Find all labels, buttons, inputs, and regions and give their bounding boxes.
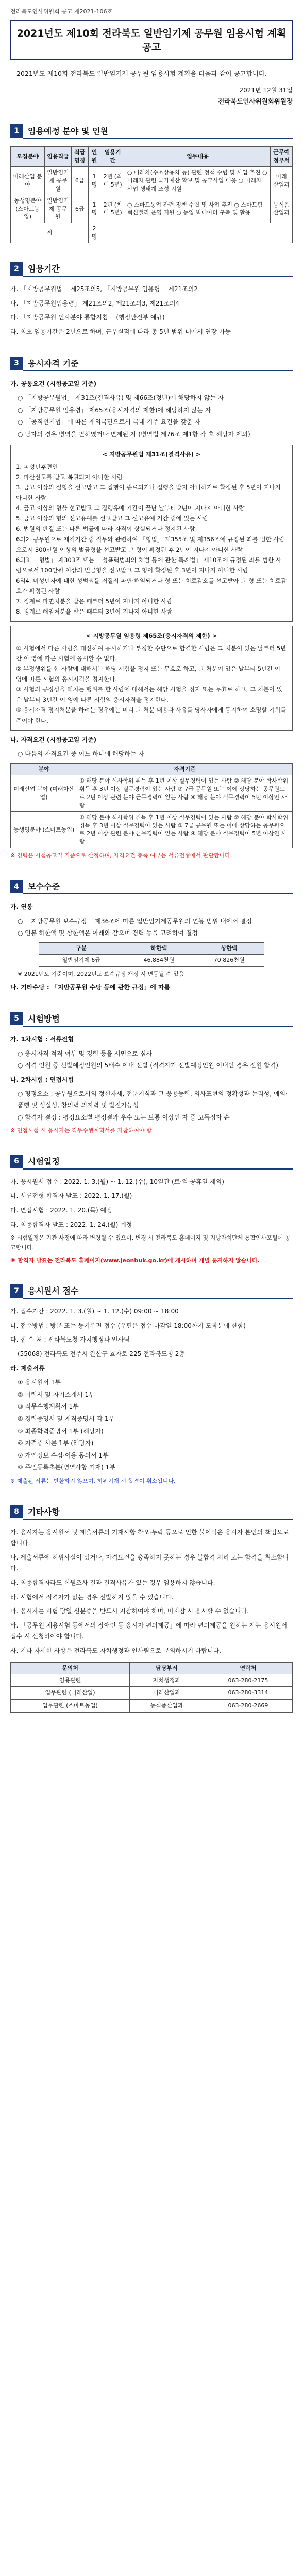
total-label: 계 <box>11 223 89 243</box>
disqualification-box <box>10 445 293 622</box>
col-header: 직급명칭 <box>71 146 88 166</box>
table-header-row <box>39 942 264 954</box>
section-1-heading <box>10 123 293 139</box>
table-cell: 업무관련 (미래산업) <box>11 1687 130 1700</box>
document-title: 2021년도 제10회 전라북도 일반임기제 공무원 임용시험 계획 공고 <box>10 20 293 60</box>
issuing-organization: 전라북도인사위원회위원장 <box>218 97 293 105</box>
section-number: 1 <box>10 124 23 138</box>
table-row <box>11 811 293 848</box>
table-row <box>11 195 293 223</box>
section-4-heading <box>10 878 293 894</box>
section-title: 응시자격 기준 <box>23 355 293 371</box>
section-number: 3 <box>10 357 23 370</box>
other-item: 바. 「공무원 채용시험 등에서의 장애인 등 응시자 편의제공」에 따라 편의제공을 원하는 자는 응시원서 접수 시 신청하여야 합니다. <box>10 1621 288 1640</box>
table-row <box>11 1700 293 1713</box>
section-number: 6 <box>10 1155 23 1168</box>
requirements-table <box>10 763 293 848</box>
section-3-heading <box>10 355 293 371</box>
table-header-row <box>11 1662 293 1674</box>
schedule-item: 다. 면접시험 : 2022. 1. 20.(목) 예정 <box>10 1207 112 1214</box>
table-cell: 자치행정과 <box>129 1674 204 1687</box>
section-7-heading <box>10 1283 293 1299</box>
table-header-row <box>11 763 293 775</box>
list-item: 2. 파산선고를 받고 복권되지 아니한 사람 <box>16 473 123 481</box>
table-cell: ○ 미래차(수소상용차 등) 관련 정책 수립 및 사업 추진 ○ 미래차 관련 국가예산 확보 및 공모사업 대응 ○ 미래차 산업 생태계 조성 지원 <box>125 166 270 195</box>
section-2-heading <box>10 261 293 277</box>
table-cell: 063-280-2669 <box>204 1700 292 1713</box>
col-header: 연락처 <box>204 1662 292 1674</box>
list-item: ○ 연봉 하한액 및 상한액은 아래와 같으며 경력 등을 고려하여 결정 <box>18 929 198 937</box>
list-item: 5. 금고 이상의 형의 선고유예를 선고받고 그 선고유예 기간 중에 있는 사람 <box>16 515 209 522</box>
schedule-item: 가. 응시원서 접수 : 2022. 1. 3.(월) ~ 1. 12.(수), 10일간 (토·일·공휴일 제외) <box>10 1178 224 1185</box>
list-item: 6의4. 미성년자에 대한 성범죄를 저질러 파면·해임되거나 형 또는 치료감호를 선고받아 그 형 또는 치료감호가 확정된 사람 <box>16 577 287 595</box>
list-item: ① 시험에서 다른 사람을 대신하여 응시하거나 부정한 수단으로 합격한 사람은 그 처분이 있은 날부터 5년간 이 영에 따른 시험에 응시할 수 없다. <box>16 644 287 662</box>
note-text: ※ 면접시험 시 응시자는 직무수행계획서를 지참하여야 함 <box>10 1127 152 1134</box>
table-cell: 일반임기제 공무원 <box>45 195 72 223</box>
contact-table <box>10 1662 293 1713</box>
list-item: 6. 법원의 판결 또는 다른 법률에 따라 자격이 상실되거나 정지된 사람 <box>16 525 195 533</box>
announcement-date: 2021년 12월 31일 <box>239 86 293 94</box>
table-row <box>11 1674 293 1687</box>
application-item: 라. 제출서류 <box>10 1364 45 1372</box>
paragraph: 라. 최초 임용기간은 2년으로 하며, 근무실적에 따라 총 5년 범위 내에서 연장 가능 <box>10 328 231 336</box>
document-item: ② 이력서 및 자기소개서 1부 <box>18 1391 95 1398</box>
application-address: (55068) 전라북도 전주시 완산구 효자로 225 전라북도청 2층 <box>18 1350 186 1358</box>
list-item: ② 부정행위를 한 사람에 대해서는 해당 시험을 정지 또는 무효로 하고, 그 처분이 있은 날부터 5년간 이 영에 따른 시험의 응시자격을 정지한다. <box>16 665 281 683</box>
table-header-row <box>11 146 293 166</box>
col-header: 구분 <box>39 942 124 954</box>
highlight-note: ※ 합격자 발표는 전라북도 홈페이지(www.jeonbuk.go.kr)에 게시하며 개별 통지하지 않습니다. <box>10 1257 260 1264</box>
table-cell: 미래산업과 <box>129 1687 204 1700</box>
list-item: 8. 징계로 해임처분을 받은 때부터 3년이 지나지 아니한 사람 <box>16 608 173 616</box>
table-cell: 6급 <box>71 195 88 223</box>
col-header: 문의처 <box>11 1662 130 1674</box>
application-item: 다. 접 수 처 : 전라북도청 자치행정과 인사팀 <box>10 1336 130 1344</box>
table-cell: 일반임기제 6급 <box>39 954 124 966</box>
subheading: 나. 기타수당 : 「지방공무원 수당 등에 관한 규정」에 따름 <box>10 984 171 991</box>
subheading: 가. 연봉 <box>10 903 33 911</box>
col-header: 자격기준 <box>77 763 293 775</box>
col-header: 모집분야 <box>11 146 45 166</box>
document-item: ⑥ 자격증 사본 1부 (해당자) <box>18 1439 94 1447</box>
table-cell: 2년 (최대 5년) <box>100 166 125 195</box>
table-cell: 70,826천원 <box>194 954 264 966</box>
list-item: ○ 「공직선거법」에 따른 재외국민으로서 국내 거주 요건을 갖춘 자 <box>18 418 200 426</box>
paragraph: 가. 「지방공무원법」 제25조의5, 「지방공무원 임용령」 제21조의2 <box>10 285 198 293</box>
table-cell: 미래산업 분야 <box>11 166 45 195</box>
table-cell: ① 해당 분야 석사학위 취득 후 1년 이상 실무경력이 있는 사람 ② 해당 분야 학사학위 취득 후 3년 이상 실무경력이 있는 사람 ③ 7급 공무원 또는 이에 상당하는 공무원으로 2년 이상 관련 분야 근무경력이 있는 사람 ④ 해당 분야 실무경력이 5년 이상인 사람 <box>77 811 293 848</box>
table-cell-empty <box>100 223 293 243</box>
list-item: 1. 피성년후견인 <box>16 463 58 470</box>
section-number: 4 <box>10 880 23 893</box>
list-item: ○ 「지방공무원 보수규정」 제36조에 따른 일반임기제공무원의 연봉 범위 내에서 결정 <box>18 917 252 925</box>
list-item: ③ 시험의 공정성을 해치는 행위를 한 사람에 대해서는 해당 시험을 정지 또는 무효로 하고, 그 처분이 있은 날부터 3년간 이 영에 따른 시험의 응시자격을 정지한다. <box>16 686 282 704</box>
table-cell: 1명 <box>88 166 100 195</box>
list-item: ○ 다음의 자격요건 중 어느 하나에 해당하는 자 <box>18 750 144 758</box>
application-item: 가. 접수기간 : 2022. 1. 3.(월) ~ 1. 12.(수) 09:00 ~ 18:00 <box>10 1308 179 1315</box>
document-item: ⑦ 개인정보 수집·이용 동의서 1부 <box>18 1451 109 1459</box>
col-header: 상한액 <box>194 942 264 954</box>
document-item: ⑤ 최종학력증명서 1부 (해당자) <box>18 1427 104 1435</box>
table-row <box>11 775 293 811</box>
pay-table <box>39 942 264 967</box>
document-item: ④ 경력증명서 및 재직증명서 각 1부 <box>18 1415 115 1422</box>
other-item: 사. 기타 자세한 사항은 전라북도 자치행정과 인사팀으로 문의하시기 바랍니다. <box>10 1647 222 1654</box>
note-text: ※ 경력은 시험공고일 기준으로 산정하며, 자격요건 충족 여부는 서류전형에서 판단합니다. <box>10 852 232 859</box>
list-item: 4. 금고 이상의 형을 선고받고 그 집행유예 기간이 끝난 날부터 2년이 지나지 아니한 사람 <box>16 504 245 512</box>
table-cell: ① 해당 분야 석사학위 취득 후 1년 이상 실무경력이 있는 사람 ② 해당 분야 학사학위 취득 후 3년 이상 실무경력이 있는 사람 ③ 7급 공무원 또는 이에 상당하는 공무원으로 2년 이상 관련 분야 근무경력이 있는 사람 ④ 해당 분야 실무경력이 5년 이상인 사람 <box>77 775 293 811</box>
table-cell: 2년 (최대 5년) <box>100 195 125 223</box>
list-item: ○ 남자의 경우 병역을 필하였거나 면제된 자 (병역법 제76조 제1항 각 호 해당자 제외) <box>18 431 250 438</box>
table-cell: 063-280-2175 <box>204 1674 292 1687</box>
section-title: 임용기간 <box>23 261 293 277</box>
subheading: 가. 공통요건 (시험공고일 기준) <box>10 380 97 387</box>
intro-text: 2021년도 제10회 전라북도 일반임기제 공무원 임용시험 계획을 다음과 같이 공고합니다. <box>16 70 267 77</box>
section-title: 시험방법 <box>23 1011 293 1027</box>
list-item: 6의3. 「형법」 제303조 또는 「성폭력범죄의 처벌 등에 관한 특례법」 제10조에 규정된 죄를 범한 사람으로서 100만원 이상의 벌금형을 선고받고 그 형이 확정된 후 3년이 지나지 아니한 사람 <box>16 556 281 574</box>
table-total-row <box>11 223 293 243</box>
other-item: 라. 시험에서 적격자가 없는 경우 선발하지 않을 수 있습니다. <box>10 1593 174 1601</box>
list-item: ○ 「지방공무원 임용령」 제65조(응시자격의 제한)에 해당하지 않는 자 <box>18 406 211 414</box>
col-header: 근무예정부서 <box>271 146 293 166</box>
table-cell: 농식품 산업과 <box>271 195 293 223</box>
section-5-heading <box>10 1011 293 1027</box>
table-row <box>11 1687 293 1700</box>
other-item: 마. 응시자는 시험 당일 신분증을 반드시 지참하여야 하며, 미지참 시 응시할 수 없습니다. <box>10 1607 249 1615</box>
table-cell: 46,884천원 <box>124 954 194 966</box>
col-header: 임용기간 <box>100 146 125 166</box>
table-cell: 1명 <box>88 195 100 223</box>
table-cell: 미래 산업과 <box>271 166 293 195</box>
application-item: 나. 접수방법 : 방문 또는 등기우편 접수 (우편은 접수 마감일 18:00까지 도착분에 한함) <box>10 1321 246 1329</box>
table-cell: 업무관련 (스마트농업) <box>11 1700 130 1713</box>
table-row <box>11 166 293 195</box>
list-item: ○ 「지방공무원법」 제31조(결격사유) 및 제66조(정년)에 해당하지 않는 자 <box>18 394 224 402</box>
table-cell: 미래산업 분야 (미래차산업) <box>11 775 77 811</box>
note-text: ※ 제출된 서류는 반환하지 않으며, 허위기재 시 합격이 취소됩니다. <box>10 1477 176 1484</box>
section-title: 기타사항 <box>23 1504 293 1520</box>
section-number: 2 <box>10 262 23 276</box>
section-8-heading <box>10 1504 293 1520</box>
col-header: 하한액 <box>124 942 194 954</box>
table-cell: 농식품산업과 <box>129 1700 204 1713</box>
section-title: 시험일정 <box>23 1154 293 1170</box>
publication-number: 전라북도인사위원회 공고 제2021-106호 <box>10 8 113 15</box>
paragraph: 다. 「지방공무원 인사분야 통합지침」 (행정안전부 예규) <box>10 314 165 321</box>
table-cell: 063-280-3314 <box>204 1687 292 1700</box>
other-item: 나. 제출서류에 허위사실이 있거나, 자격요건을 충족하지 못하는 경우 불합격 처리 또는 합격을 취소합니다. <box>10 1553 289 1572</box>
section-number: 5 <box>10 1012 23 1025</box>
note-text: ※ 시험일정은 기관 사정에 따라 변경될 수 있으며, 변경 시 전라북도 홈페이지 및 지방자치단체 통합인사포털에 공고합니다. <box>10 1234 291 1251</box>
col-header: 담당부서 <box>129 1662 204 1674</box>
list-item: ④ 응시자격 정지처분을 하려는 경우에는 미리 그 처분 내용과 사유를 당사자에게 통지하여 소명할 기회를 주어야 한다. <box>16 706 287 724</box>
positions-table <box>10 146 293 243</box>
list-item: ○ 응시자격 적격 여부 및 경력 등을 서면으로 심사 <box>18 1049 153 1057</box>
list-item: ○ 합격자 결정 : 평정요소별 평정결과 우수 또는 보통 이상인 자 중 고득점자 순 <box>18 1113 230 1121</box>
col-header: 분야 <box>11 763 77 775</box>
document-item: ⑧ 주민등록초본(병역사항 기재) 1부 <box>18 1464 115 1471</box>
section-title: 보수수준 <box>23 878 293 894</box>
subheading: 나. 자격요건 (시험공고일 기준) <box>10 736 97 743</box>
box-title: < 지방공무원법 제31조(결격사유) > <box>102 450 201 458</box>
table-cell: 임용관련 <box>11 1674 130 1687</box>
list-item: 6의2. 공무원으로 재직기간 중 직무와 관련하여 「형법」 제355조 및 제356조에 규정된 죄를 범한 사람으로서 300만원 이상의 벌금형을 선고받고 그 형이 확정된 후 2년이 지나지 아니한 사람 <box>16 535 285 553</box>
note-text: ※ 2021년도 기준이며, 2022년도 보수규정 개정 시 변동될 수 있음 <box>18 970 184 977</box>
table-cell: 6급 <box>71 166 88 195</box>
list-item: ○ 평정요소 : 공무원으로서의 정신자세, 전문지식과 그 응용능력, 의사표현의 정확성과 논리성, 예의·품행 및 성실성, 창의력·의지력 및 발전가능성 <box>18 1090 288 1109</box>
table-cell: 농생명분야 (스마트농업) <box>11 811 77 848</box>
other-item: 가. 응시자는 응시원서 및 제출서류의 기재사항 착오·누락 등으로 인한 불이익은 응시자 본인의 책임으로 합니다. <box>10 1528 289 1547</box>
schedule-item: 나. 서류전형 합격자 발표 : 2022. 1. 17.(월) <box>10 1192 132 1200</box>
table-cell: 일반임기제 공무원 <box>45 166 72 195</box>
paragraph: 나. 「지방공무원임용령」 제21조의2, 제21조의3, 제21조의4 <box>10 299 180 307</box>
table-row <box>39 954 264 966</box>
document-item: ③ 직무수행계획서 1부 <box>18 1403 79 1411</box>
col-header: 임용직급 <box>45 146 72 166</box>
table-cell: 농생명분야 (스마트농업) <box>11 195 45 223</box>
subheading: 가. 1차시험 : 서류전형 <box>10 1035 74 1043</box>
section-title: 임용예정 분야 및 인원 <box>23 123 293 139</box>
section-title: 응시원서 접수 <box>23 1283 293 1299</box>
total-value: 2명 <box>88 223 100 243</box>
restriction-box <box>10 626 293 731</box>
list-item: 3. 금고 이상의 실형을 선고받고 그 집행이 종료되거나 집행을 받지 아니하기로 확정된 후 5년이 지나지 아니한 사람 <box>16 483 281 502</box>
col-header: 업무내용 <box>125 146 270 166</box>
list-item: ○ 적격 인원 중 선발예정인원의 5배수 이내 선발 (적격자가 선발예정인원 이내인 경우 전원 합격) <box>18 1062 278 1070</box>
table-cell: ○ 스마트농업 관련 정책 수립 및 사업 추진 ○ 스마트팜 혁신밸리 운영 지원 ○ 농업 빅데이터 구축 및 활용 <box>125 195 270 223</box>
other-item: 다. 최종합격자라도 신원조사 결과 결격사유가 있는 경우 임용하지 않습니다. <box>10 1579 215 1587</box>
section-number: 7 <box>10 1284 23 1298</box>
col-header: 인원 <box>88 146 100 166</box>
schedule-item: 라. 최종합격자 발표 : 2022. 1. 24.(월) 예정 <box>10 1221 132 1228</box>
section-number: 8 <box>10 1505 23 1518</box>
box-title: < 지방공무원 임용령 제65조(응시자격의 제한) > <box>86 632 217 639</box>
subheading: 나. 2차시험 : 면접시험 <box>10 1076 74 1083</box>
document-item: ① 응시원서 1부 <box>18 1379 61 1386</box>
section-6-heading <box>10 1154 293 1170</box>
list-item: 7. 징계로 파면처분을 받은 때부터 5년이 지나지 아니한 사람 <box>16 598 173 605</box>
